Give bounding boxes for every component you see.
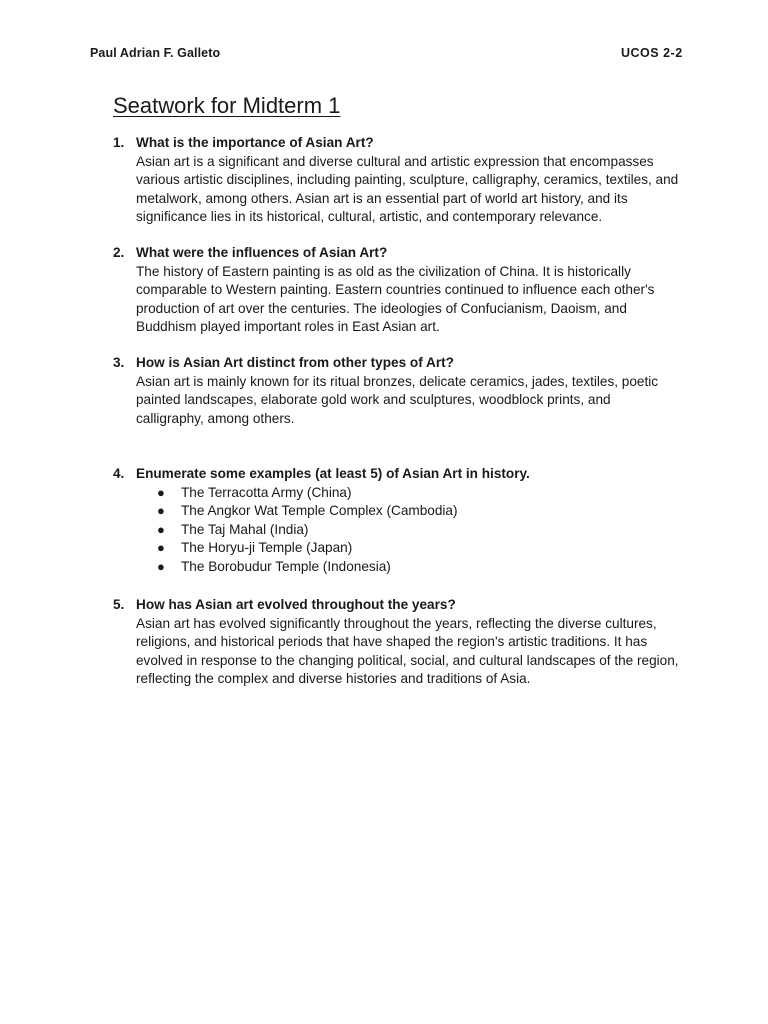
question-heading: What is the importance of Asian Art? bbox=[136, 135, 374, 150]
answer-line: The history of Eastern painting is as old as the civilization of China. It is historically bbox=[136, 263, 631, 279]
answer-line: Buddhism played important roles in East Asian art. bbox=[136, 319, 440, 335]
bullet-icon: ● bbox=[157, 503, 165, 519]
question-number: 4. bbox=[113, 466, 125, 481]
question-number: 5. bbox=[113, 597, 125, 612]
question-number: 1. bbox=[113, 135, 125, 150]
list-item-text: The Taj Mahal (India) bbox=[181, 521, 309, 537]
list-item bbox=[157, 484, 683, 503]
list-item-text: The Angkor Wat Temple Complex (Cambodia) bbox=[181, 503, 458, 519]
list-item bbox=[157, 558, 683, 577]
bullet-icon: ● bbox=[157, 558, 165, 574]
answer-line: metalwork, among others. Asian art is an essential part of world art history, and its bbox=[136, 190, 628, 206]
question-heading: Enumerate some examples (at least 5) of Asian Art in history. bbox=[136, 466, 530, 481]
answer-line: reflecting the complex and diverse histories and traditions of Asia. bbox=[136, 671, 531, 687]
answer-line: religions, and historical periods that have shaped the region's artistic traditions. It has bbox=[136, 634, 648, 650]
bullet-icon: ● bbox=[157, 484, 165, 500]
answer-line: production of art over the centuries. The ideologies of Confucianism, Daoism, and bbox=[136, 300, 627, 316]
section-code: UCOS 2-2 bbox=[621, 46, 683, 60]
list-item-text: The Terracotta Army (China) bbox=[181, 484, 352, 500]
bullet-icon: ● bbox=[157, 540, 165, 556]
question-2 bbox=[113, 244, 683, 337]
author-name: Paul Adrian F. Galleto bbox=[90, 46, 221, 60]
list-item bbox=[157, 539, 683, 558]
list-item-text: The Borobudur Temple (Indonesia) bbox=[181, 558, 391, 574]
answer-line: various artistic disciplines, including painting, sculpture, calligraphy, ceramics, textiles, and bbox=[136, 172, 679, 188]
list-item-text: The Horyu-ji Temple (Japan) bbox=[181, 540, 353, 556]
list-item bbox=[157, 521, 683, 540]
question-heading: How has Asian art evolved throughout the years? bbox=[136, 597, 456, 612]
answer-line: Asian art is mainly known for its ritual bronzes, delicate ceramics, jades, textiles, poetic bbox=[136, 373, 659, 389]
bullet-icon: ● bbox=[157, 521, 165, 537]
examples-list bbox=[157, 484, 683, 577]
question-1 bbox=[113, 134, 683, 227]
question-number: 3. bbox=[113, 355, 125, 370]
answer-line: evolved in response to the changing political, social, and cultural landscapes of the region, bbox=[136, 652, 679, 668]
answer-line: painted landscapes, elaborate gold work and sculptures, woodblock prints, and bbox=[136, 392, 611, 408]
answer-line: Asian art is a significant and diverse cultural and artistic expression that encompasses bbox=[136, 153, 654, 169]
question-5 bbox=[113, 596, 683, 689]
answer-line: significance lies in its historical, cultural, artistic, and contemporary relevance. bbox=[136, 209, 603, 225]
question-3 bbox=[113, 354, 683, 428]
answer-line: Asian art has evolved significantly throughout the years, reflecting the diverse cultures, bbox=[136, 615, 657, 631]
question-heading: What were the influences of Asian Art? bbox=[136, 245, 388, 260]
page-title: Seatwork for Midterm 1 bbox=[113, 93, 341, 118]
list-item bbox=[157, 502, 683, 521]
question-heading: How is Asian Art distinct from other types of Art? bbox=[136, 355, 454, 370]
question-4 bbox=[113, 465, 683, 577]
answer-line: calligraphy, among others. bbox=[136, 410, 295, 426]
answer-line: comparable to Western painting. Eastern countries continued to influence each other's bbox=[136, 282, 655, 298]
question-number: 2. bbox=[113, 245, 125, 260]
